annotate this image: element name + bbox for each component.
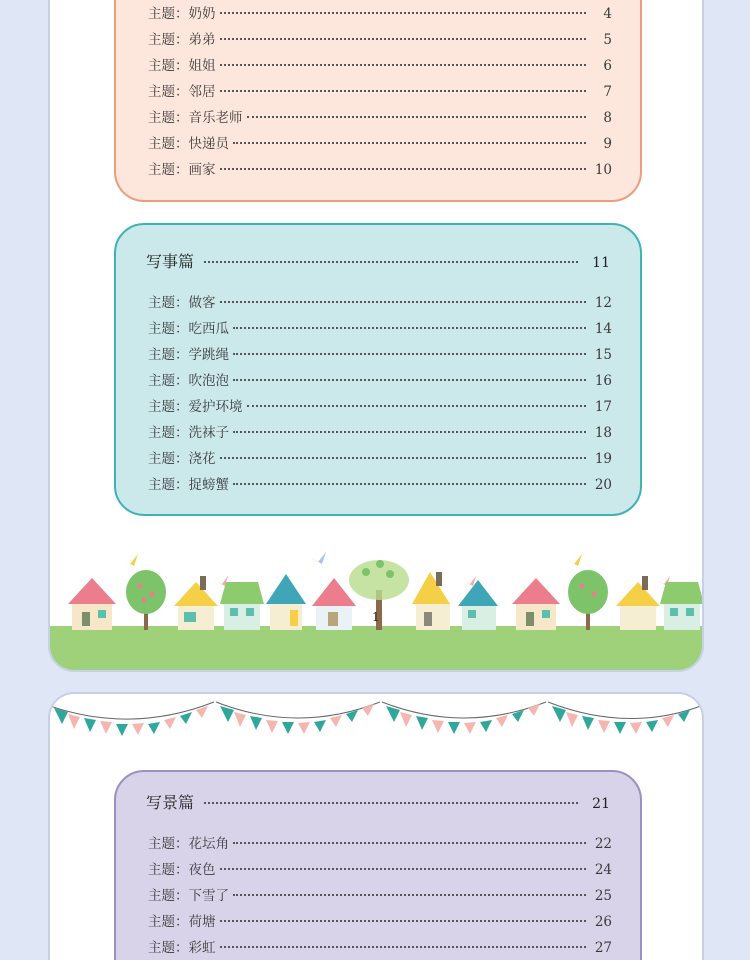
section-heading[interactable] xyxy=(146,790,610,810)
toc-entry[interactable] xyxy=(148,395,612,415)
tree-icon xyxy=(568,570,608,630)
toc-entry-page: 4 xyxy=(603,6,612,22)
toc-entry-page: 26 xyxy=(594,914,612,930)
toc-entry[interactable] xyxy=(148,158,612,178)
dot-leader xyxy=(233,842,586,844)
dot-leader xyxy=(233,142,586,144)
toc-entry[interactable] xyxy=(148,447,612,467)
house-icon xyxy=(220,582,264,630)
dot-leader xyxy=(247,405,587,407)
toc-entry-label: 主题：花坛角 xyxy=(148,836,229,852)
toc-entry[interactable] xyxy=(148,910,612,930)
toc-entry-label: 主题：彩虹 xyxy=(148,940,216,956)
toc-entry-label: 主题：弟弟 xyxy=(148,32,216,48)
dot-leader xyxy=(233,353,586,355)
toc-entry-label: 主题：学跳绳 xyxy=(148,347,229,363)
toc-entry-page: 16 xyxy=(594,373,612,389)
toc-entry-page: 6 xyxy=(603,58,612,74)
toc-entry[interactable] xyxy=(148,421,612,441)
toc-entry-label: 主题：洗袜子 xyxy=(148,425,229,441)
toc-entry[interactable] xyxy=(148,28,612,48)
house-icon xyxy=(412,572,450,630)
section-title: 写景篇 xyxy=(146,793,195,812)
people-section-box xyxy=(114,0,642,202)
dot-leader xyxy=(233,483,586,485)
toc-entry[interactable] xyxy=(148,291,612,311)
bird-icon xyxy=(308,552,326,564)
house-icon xyxy=(660,582,704,630)
toc-entry-label: 主题：吹泡泡 xyxy=(148,373,229,389)
house-icon xyxy=(312,578,356,630)
bunting-flags xyxy=(50,694,704,754)
bird-icon xyxy=(120,554,138,566)
house-icon xyxy=(68,578,116,630)
toc-entry-page: 25 xyxy=(594,888,612,904)
toc-entry-page: 14 xyxy=(594,321,612,337)
toc-entry-label: 主题：爱护环境 xyxy=(148,399,243,415)
toc-entry[interactable] xyxy=(148,936,612,956)
section-page: 11 xyxy=(592,255,610,271)
dot-leader xyxy=(233,894,586,896)
house-icon xyxy=(616,576,660,630)
toc-entry[interactable] xyxy=(148,884,612,904)
toc-entry-page: 9 xyxy=(603,136,612,152)
dot-leader xyxy=(220,920,587,922)
toc-entry-page: 22 xyxy=(594,836,612,852)
toc-entry-page: 18 xyxy=(594,425,612,441)
dot-leader xyxy=(247,116,587,118)
dot-leader xyxy=(220,946,587,948)
scenery-section-box xyxy=(114,770,642,960)
toc-entry-label: 主题：做客 xyxy=(148,295,216,311)
toc-entry-label: 主题：邻居 xyxy=(148,84,216,100)
toc-entry-label: 主题：荷塘 xyxy=(148,914,216,930)
toc-entry-page: 27 xyxy=(594,940,612,956)
dot-leader xyxy=(220,64,587,66)
house-icon xyxy=(458,580,498,630)
dot-leader xyxy=(233,379,586,381)
toc-entry-label: 主题：快递员 xyxy=(148,136,229,152)
toc-entry-label: 主题：夜色 xyxy=(148,862,216,878)
toc-entry[interactable] xyxy=(148,132,612,152)
dot-leader xyxy=(233,327,586,329)
toc-entry-page: 10 xyxy=(594,162,612,178)
dot-leader xyxy=(220,868,587,870)
toc-entry[interactable] xyxy=(148,858,612,878)
toc-page-top xyxy=(48,0,704,672)
section-page: 21 xyxy=(592,796,610,812)
toc-entry-page: 24 xyxy=(594,862,612,878)
dot-leader xyxy=(220,301,587,303)
toc-entry[interactable] xyxy=(148,2,612,22)
house-icon xyxy=(174,576,218,630)
dot-leader xyxy=(233,431,586,433)
toc-entry-label: 主题：浇花 xyxy=(148,451,216,467)
toc-entry[interactable] xyxy=(148,106,612,126)
house-icon xyxy=(512,578,560,630)
toc-entry-label: 主题：下雪了 xyxy=(148,888,229,904)
toc-entry-page: 12 xyxy=(594,295,612,311)
toc-entry[interactable] xyxy=(148,343,612,363)
toc-page-bottom xyxy=(48,692,704,960)
toc-entry-page: 17 xyxy=(594,399,612,415)
bird-icon xyxy=(462,576,476,586)
page-number: 1 xyxy=(372,610,380,624)
dot-leader xyxy=(220,12,587,14)
grass xyxy=(50,626,704,672)
house-icon xyxy=(266,574,306,630)
dot-leader xyxy=(220,168,587,170)
toc-entry[interactable] xyxy=(148,473,612,493)
toc-entry-page: 20 xyxy=(594,477,612,493)
dot-leader xyxy=(204,802,578,804)
toc-entry[interactable] xyxy=(148,317,612,337)
dot-leader xyxy=(220,90,587,92)
dot-leader xyxy=(220,38,587,40)
dot-leader xyxy=(220,457,587,459)
toc-entry-label: 主题：姐姐 xyxy=(148,58,216,74)
toc-entry[interactable] xyxy=(148,832,612,852)
events-section-box xyxy=(114,223,642,516)
toc-entry-label: 主题：捉螃蟹 xyxy=(148,477,229,493)
toc-entry-page: 5 xyxy=(603,32,612,48)
toc-entry[interactable] xyxy=(148,54,612,74)
toc-entry-page: 15 xyxy=(594,347,612,363)
toc-entry-page: 19 xyxy=(594,451,612,467)
dot-leader xyxy=(204,261,578,263)
tree-icon xyxy=(126,570,166,630)
section-heading[interactable] xyxy=(146,249,610,269)
toc-entry[interactable] xyxy=(148,369,612,389)
toc-entry-label: 主题：音乐老师 xyxy=(148,110,243,126)
toc-entry-page: 7 xyxy=(603,84,612,100)
toc-entry-label: 主题：吃西瓜 xyxy=(148,321,229,337)
toc-entry-label: 主题：画家 xyxy=(148,162,216,178)
toc-entry-page: 8 xyxy=(603,110,612,126)
toc-entry[interactable] xyxy=(148,80,612,100)
bird-icon xyxy=(564,554,582,566)
toc-entry-label: 主题：奶奶 xyxy=(148,6,216,22)
section-title: 写事篇 xyxy=(146,252,195,271)
